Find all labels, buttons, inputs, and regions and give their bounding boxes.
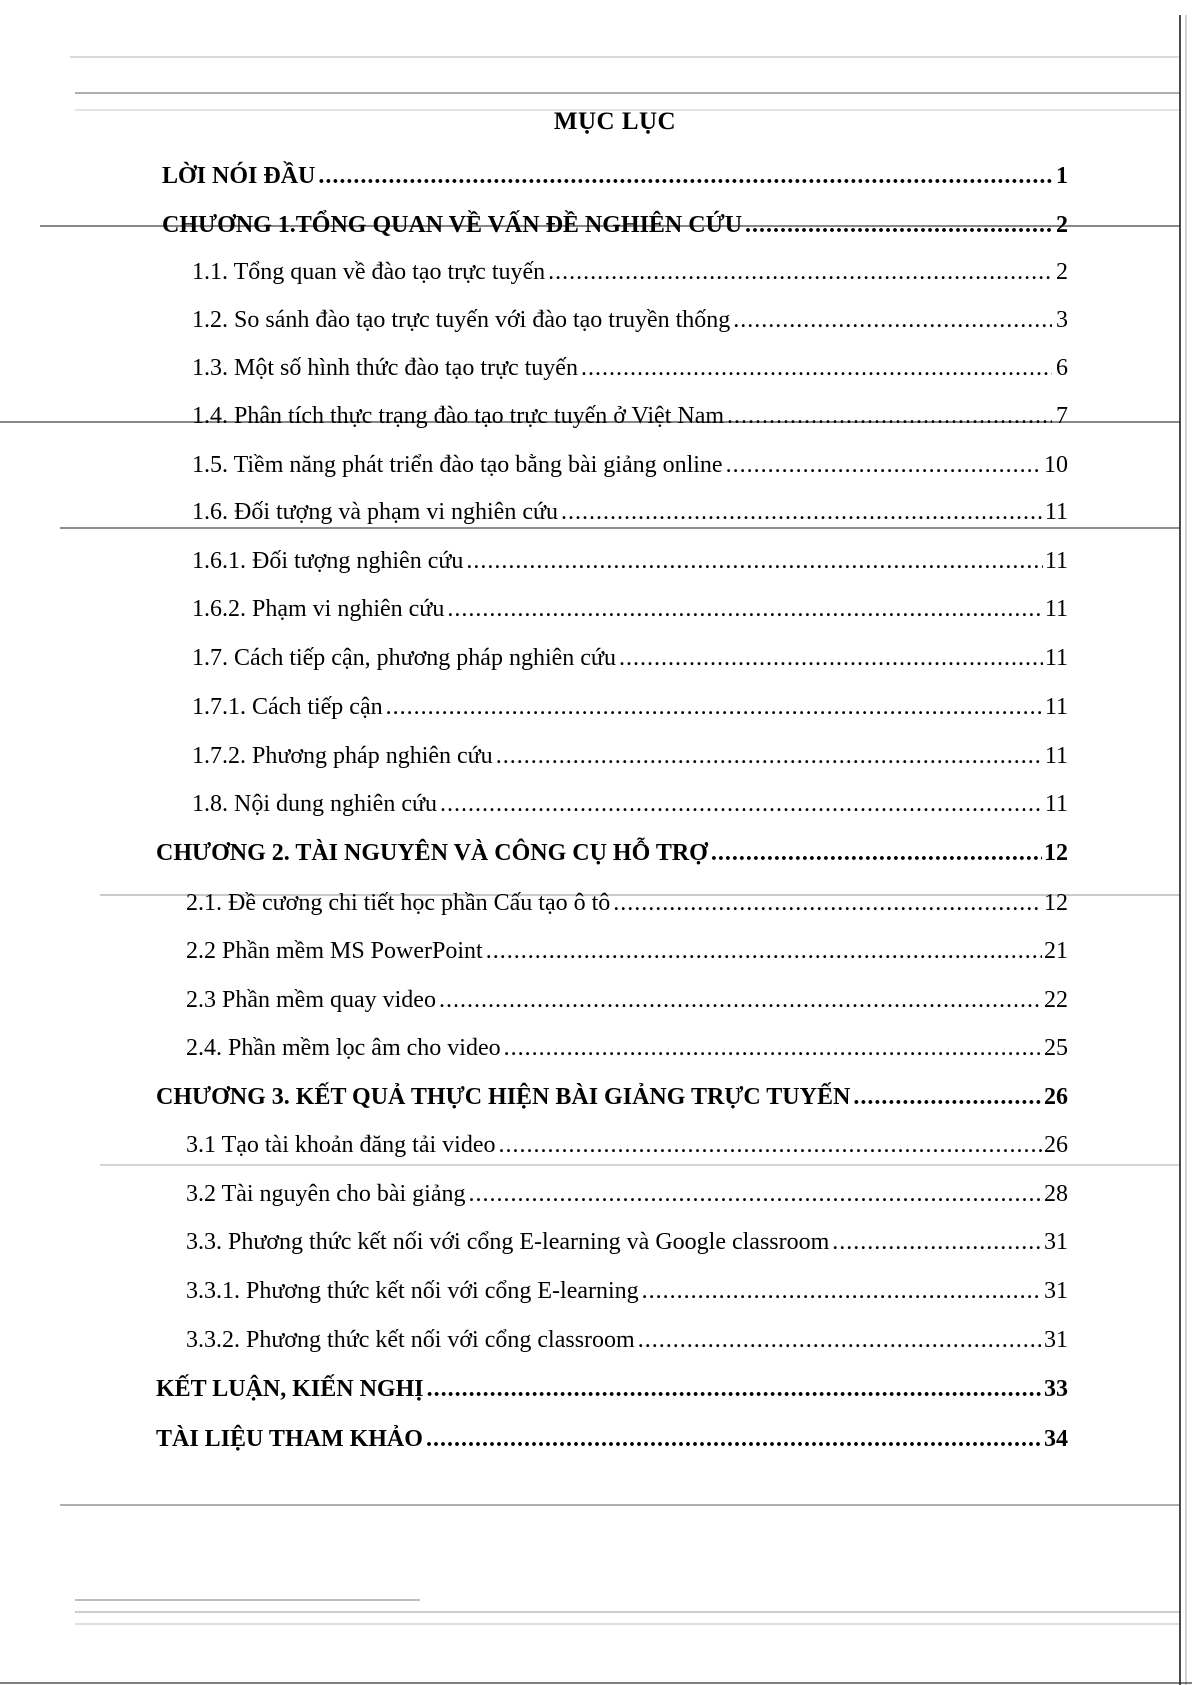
toc-page-number: 12 <box>1044 840 1068 866</box>
toc-entry-label: 3.3. Phương thức kết nối với cổng E-learning và Google classroom <box>186 1229 830 1255</box>
toc-leader-dots <box>426 1424 1042 1454</box>
toc-page-number: 2 <box>1056 212 1068 238</box>
toc-entry-label: KẾT LUẬN, KIẾN NGHỊ <box>156 1376 424 1402</box>
toc-section-entry[interactable] <box>192 450 1068 480</box>
toc-entry-label: 2.1. Đề cương chi tiết học phần Cấu tạo ô tô <box>186 890 611 916</box>
toc-entry-label: 1.2. So sánh đào tạo trực tuyến với đào tạo truyền thống <box>192 307 731 333</box>
toc-page-number: 25 <box>1044 1035 1068 1061</box>
toc-section-entry[interactable] <box>192 594 1068 624</box>
toc-entry-label: 3.2 Tài nguyên cho bài giảng <box>186 1181 466 1207</box>
toc-leader-dots <box>439 985 1042 1015</box>
toc-leader-dots <box>504 1033 1042 1063</box>
toc-section-entry[interactable] <box>186 1325 1068 1355</box>
toc-entry-label: CHƯƠNG 2. TÀI NGUYÊN VÀ CÔNG CỤ HỖ TRỢ <box>156 840 708 866</box>
toc-leader-dots <box>726 450 1042 480</box>
toc-leader-dots <box>386 692 1043 722</box>
toc-section-entry[interactable] <box>186 1130 1068 1160</box>
toc-entry-label: 2.4. Phần mềm lọc âm cho video <box>186 1035 501 1061</box>
toc-chapter-entry[interactable] <box>162 161 1068 191</box>
toc-entry-label: 2.2 Phần mềm MS PowerPoint <box>186 938 483 964</box>
toc-chapter-entry[interactable] <box>156 1374 1068 1404</box>
toc-section-entry[interactable] <box>192 692 1068 722</box>
toc-leader-dots <box>469 1179 1043 1209</box>
toc-leader-dots <box>711 838 1042 868</box>
toc-page-number: 10 <box>1044 452 1068 478</box>
toc-page-number: 11 <box>1044 743 1068 769</box>
toc-section-entry[interactable] <box>192 401 1068 431</box>
toc-entry-label: 1.3. Một số hình thức đào tạo trực tuyến <box>192 355 578 381</box>
toc-section-entry[interactable] <box>192 353 1068 383</box>
toc-leader-dots <box>832 1227 1042 1257</box>
toc-page-number: 12 <box>1044 890 1068 916</box>
toc-section-entry[interactable] <box>192 497 1068 527</box>
toc-section-entry[interactable] <box>186 936 1068 966</box>
toc-section-entry[interactable] <box>186 1033 1068 1063</box>
toc-page-number: 11 <box>1044 791 1068 817</box>
toc-page-number: 11 <box>1044 694 1068 720</box>
toc-leader-dots <box>561 497 1043 527</box>
toc-entry-label: 1.7.2. Phương pháp nghiên cứu <box>192 743 493 769</box>
toc-leader-dots <box>619 643 1043 673</box>
toc-entry-label: 1.8. Nội dung nghiên cứu <box>192 791 437 817</box>
toc-entry-label: 2.3 Phần mềm quay video <box>186 987 436 1013</box>
toc-entry-label: 1.5. Tiềm năng phát triển đào tạo bằng bài giảng online <box>192 452 723 478</box>
toc-section-entry[interactable] <box>186 1276 1068 1306</box>
toc-section-entry[interactable] <box>192 741 1068 771</box>
toc-leader-dots <box>853 1082 1042 1112</box>
toc-page-number: 31 <box>1044 1278 1068 1304</box>
toc-page-number: 6 <box>1056 355 1068 381</box>
toc-page-number: 2 <box>1056 259 1068 285</box>
toc-leader-dots <box>581 353 1052 383</box>
toc-page-number: 28 <box>1044 1181 1068 1207</box>
toc-page-number: 31 <box>1044 1229 1068 1255</box>
toc-section-entry[interactable] <box>192 643 1068 673</box>
page-title: MỤC LỤC <box>553 108 677 135</box>
toc-leader-dots <box>447 594 1043 624</box>
toc-leader-dots <box>440 789 1043 819</box>
toc-chapter-entry[interactable] <box>162 210 1068 240</box>
toc-page-number: 21 <box>1044 938 1068 964</box>
toc-section-entry[interactable] <box>192 257 1068 287</box>
toc-chapter-entry[interactable] <box>156 838 1068 868</box>
toc-leader-dots <box>745 210 1052 240</box>
toc-page-number: 11 <box>1044 548 1068 574</box>
toc-entry-label: CHƯƠNG 3. KẾT QUẢ THỰC HIỆN BÀI GIẢNG TRỰC TUYẾN <box>156 1084 851 1110</box>
toc-page-number: 1 <box>1056 163 1068 189</box>
toc-section-entry[interactable] <box>186 985 1068 1015</box>
toc-leader-dots <box>727 401 1052 431</box>
toc-page-number: 11 <box>1044 596 1068 622</box>
toc-page-number: 34 <box>1044 1426 1068 1452</box>
toc-entry-label: 1.1. Tổng quan về đào tạo trực tuyến <box>192 259 546 285</box>
toc-leader-dots <box>318 161 1052 191</box>
toc-entry-label: 3.3.1. Phương thức kết nối với cổng E-learning <box>186 1278 639 1304</box>
toc-page-number: 26 <box>1044 1132 1068 1158</box>
toc-page-number: 26 <box>1044 1084 1068 1110</box>
toc-chapter-entry[interactable] <box>156 1082 1068 1112</box>
toc-chapter-entry[interactable] <box>156 1424 1068 1454</box>
toc-leader-dots <box>613 888 1042 918</box>
toc-entry-label: 1.4. Phân tích thực trạng đào tạo trực tuyến ở Việt Nam <box>192 403 725 429</box>
toc-entry-label: 1.7. Cách tiếp cận, phương pháp nghiên cứu <box>192 645 616 671</box>
toc-page-number: 33 <box>1044 1376 1068 1402</box>
toc-entry-label: 1.7.1. Cách tiếp cận <box>192 694 383 720</box>
toc-page-number: 3 <box>1056 307 1068 333</box>
toc-entry-label: 1.6.2. Phạm vi nghiên cứu <box>192 596 445 622</box>
toc-entry-label: 1.6. Đối tượng và phạm vi nghiên cứu <box>192 499 558 525</box>
toc-leader-dots <box>638 1325 1042 1355</box>
toc-page-number: 11 <box>1044 499 1068 525</box>
toc-section-entry[interactable] <box>186 1227 1068 1257</box>
toc-entry-label: TÀI LIỆU THAM KHẢO <box>156 1426 423 1452</box>
toc-section-entry[interactable] <box>186 1179 1068 1209</box>
toc-section-entry[interactable] <box>192 305 1068 335</box>
toc-leader-dots <box>642 1276 1042 1306</box>
toc-page-number: 7 <box>1056 403 1068 429</box>
toc-leader-dots <box>733 305 1052 335</box>
toc-leader-dots <box>496 741 1043 771</box>
toc-leader-dots <box>548 257 1052 287</box>
toc-page-number: 11 <box>1044 645 1068 671</box>
toc-section-entry[interactable] <box>192 789 1068 819</box>
toc-entry-label: LỜI NÓI ĐẦU <box>162 163 316 189</box>
toc-page-number: 22 <box>1044 987 1068 1013</box>
toc-page-number: 31 <box>1044 1327 1068 1353</box>
toc-entry-label: 3.1 Tạo tài khoản đăng tải video <box>186 1132 496 1158</box>
toc-entry-label: CHƯƠNG 1.TỔNG QUAN VỀ VẤN ĐỀ NGHIÊN CỨU <box>162 212 743 238</box>
toc-entry-label: 1.6.1. Đối tượng nghiên cứu <box>192 548 464 574</box>
toc-section-entry[interactable] <box>192 546 1068 576</box>
toc-leader-dots <box>498 1130 1042 1160</box>
toc-leader-dots <box>427 1374 1042 1404</box>
toc-leader-dots <box>466 546 1043 576</box>
toc-entry-label: 3.3.2. Phương thức kết nối với cổng classroom <box>186 1327 635 1353</box>
toc-leader-dots <box>486 936 1042 966</box>
toc-section-entry[interactable] <box>186 888 1068 918</box>
